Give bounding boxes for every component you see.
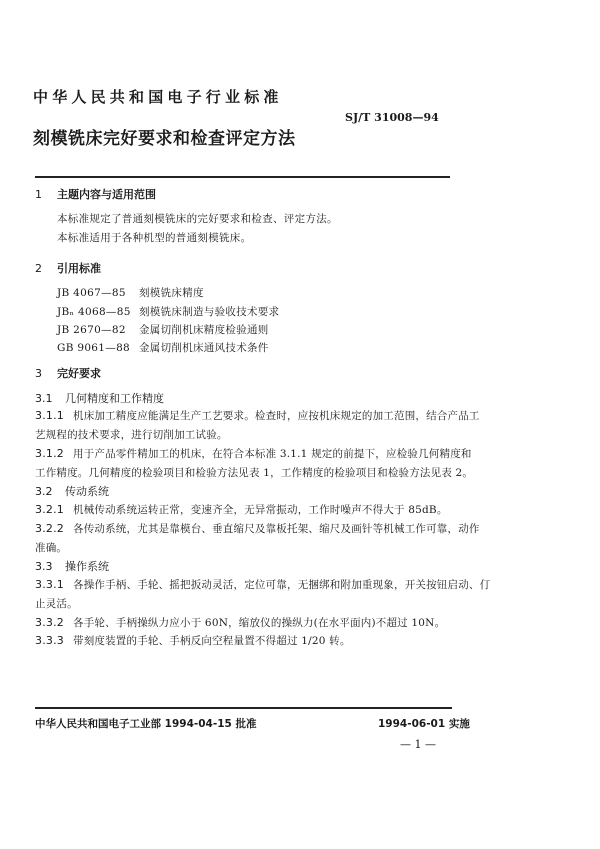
clause-continuation: 止灵活。 — [35, 598, 78, 610]
subsection-title: 传动系统 — [65, 485, 109, 498]
reference-name: 金属切削机床精度检验通则 — [139, 324, 269, 336]
subsection-3-3-heading — [35, 558, 109, 574]
clause-3-3-2 — [35, 615, 445, 630]
section-2-heading — [35, 260, 101, 276]
clause-text: 各传动系统，尤其是靠模台、垂直缩尺及靠板托架、缩尺及画针等机械工作可靠，动作 — [73, 523, 480, 535]
standard-code: SJ/T 31008—94 — [345, 111, 439, 124]
document-title: 刻模铣床完好要求和检查评定方法 — [33, 129, 296, 149]
clause-number: 3.2.2 — [35, 522, 64, 535]
section-title: 引用标准 — [57, 262, 101, 275]
reference-code: JB 2670—82 — [57, 324, 126, 336]
reference-item — [57, 285, 204, 300]
clause-number: 3.1.2 — [35, 447, 64, 460]
reference-item — [57, 340, 269, 355]
footer-divider — [35, 707, 452, 709]
clause-number: 3.3.2 — [35, 616, 64, 629]
clause-3-2-2 — [35, 521, 480, 536]
reference-code: JB 4067—85 — [57, 287, 126, 299]
subsection-title: 几何精度和工作精度 — [65, 392, 164, 405]
subsection-title: 操作系统 — [65, 560, 109, 573]
section-title: 完好要求 — [57, 367, 101, 380]
clause-number: 3.3.1 — [35, 578, 64, 591]
clause-text: 机床加工精度应能满足生产工艺要求。检查时，应按机床规定的加工范围，结合产品工 — [73, 410, 480, 422]
header-divider — [35, 176, 450, 178]
clause-3-3-3 — [35, 633, 351, 648]
section-1-heading — [35, 186, 156, 202]
reference-name: 刻模铣床制造与验收技术要求 — [139, 306, 280, 318]
paragraph: 本标准适用于各种机型的普通刻模铣床。 — [57, 232, 252, 244]
clause-continuation: 准确。 — [35, 542, 68, 554]
clause-3-3-1 — [35, 577, 490, 592]
reference-name: 刻模铣床精度 — [139, 287, 204, 299]
section-number: 2 — [35, 262, 42, 275]
clause-text: 机械传动系统运转正常，变速齐全，无异常振动，工作时噪声不得大于 85dB。 — [73, 504, 448, 516]
section-3-heading — [35, 365, 101, 381]
clause-text: 各手轮、手柄操纵力应小于 60N，缩放仪的操纵力(在水平面内)不超过 10N。 — [73, 617, 446, 629]
clause-number: 3.3.3 — [35, 634, 64, 647]
subsection-number: 3.2 — [35, 485, 53, 498]
reference-item — [57, 322, 269, 337]
clause-text: 带刻度装置的手轮、手柄反向空程量置不得超过 1/20 转。 — [73, 635, 351, 647]
reference-code: JBₙ 4068—85 — [57, 306, 131, 318]
clause-text: 各操作手柄、手轮、摇把扳动灵活，定位可靠，无捆绑和附加重现象，开关按钮启动、仃 — [73, 579, 491, 591]
paragraph: 本标准规定了普通刻模铣床的完好要求和检查、评定方法。 — [57, 213, 338, 225]
clause-text: 用于产品零件精加工的机床，在符合本标准 3.1.1 规定的前提下，应检验几何精度和 — [73, 448, 472, 460]
implementation-date: 1994-06-01 实施 — [378, 718, 470, 730]
section-number: 3 — [35, 367, 42, 380]
subsection-3-1-heading — [35, 390, 164, 406]
subsection-3-2-heading — [35, 483, 109, 499]
clause-number: 3.2.1 — [35, 503, 64, 516]
issuing-body-heading: 中华人民共和国电子行业标准 — [33, 88, 283, 106]
clause-continuation: 艺规程的技术要求，进行切削加工试验。 — [35, 429, 228, 441]
subsection-number: 3.1 — [35, 392, 53, 405]
reference-item — [57, 304, 279, 319]
approval-statement: 中华人民共和国电子工业部 1994-04-15 批准 — [35, 718, 257, 730]
clause-3-1-2 — [35, 446, 472, 461]
page-number: — 1 — — [400, 738, 436, 751]
clause-3-2-1 — [35, 502, 448, 517]
section-title: 主题内容与适用范围 — [57, 188, 156, 201]
section-number: 1 — [35, 188, 42, 201]
clause-continuation: 工作精度。几何精度的检验项目和检验方法见表 1，工作精度的检验项目和检验方法见表 2。 — [35, 467, 474, 479]
clause-3-1-1 — [35, 408, 480, 423]
reference-code: GB 9061—88 — [57, 342, 131, 354]
clause-number: 3.1.1 — [35, 409, 64, 422]
reference-name: 金属切削机床通风技术条件 — [139, 342, 269, 354]
subsection-number: 3.3 — [35, 560, 53, 573]
